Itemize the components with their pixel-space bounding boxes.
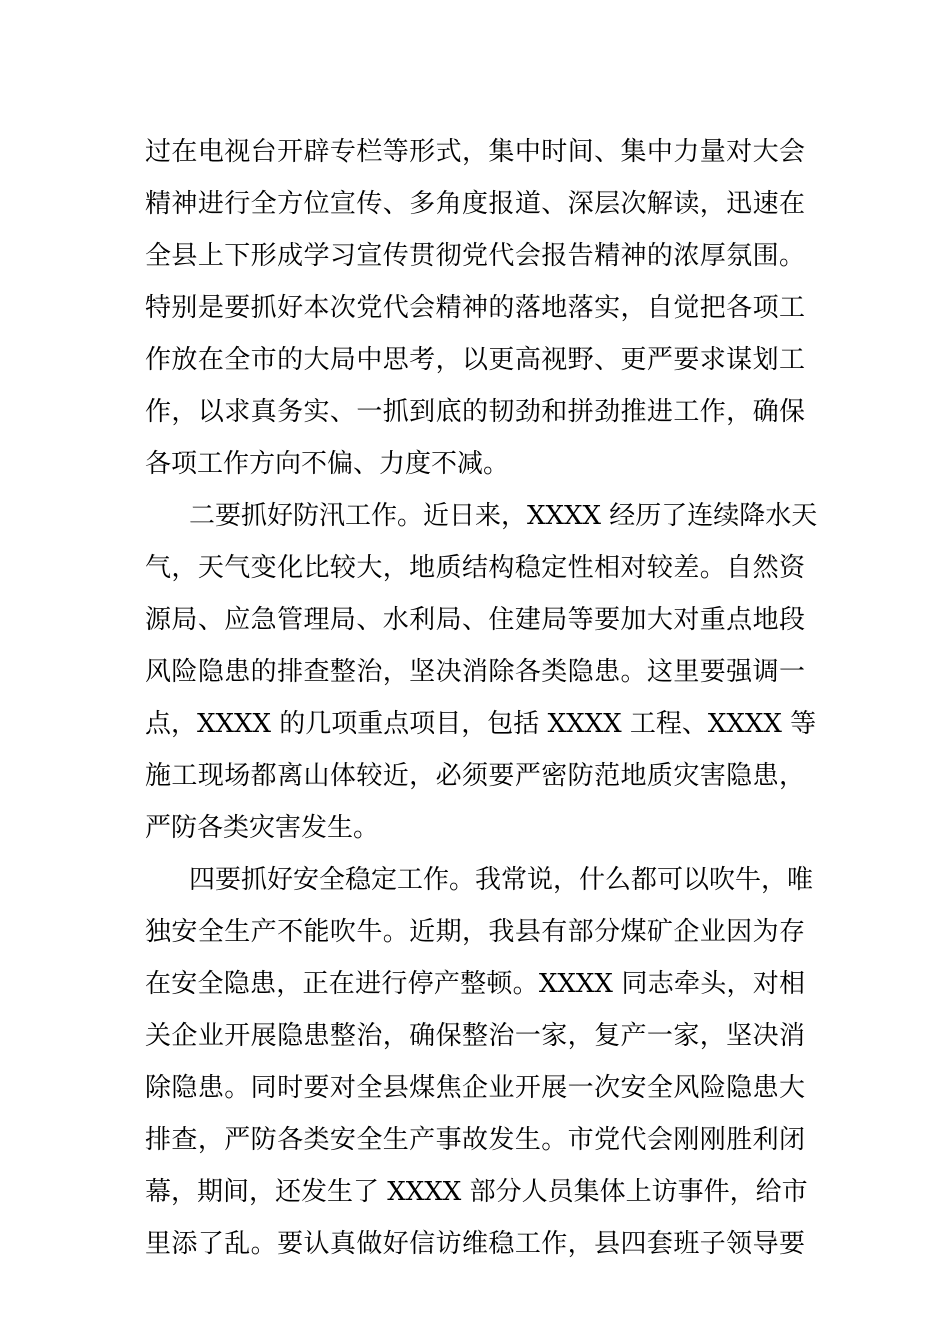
text-line: 作放在全市的大局中思考，以更高视野、更严要求谋划工 bbox=[145, 345, 805, 375]
text-line: 在安全隐患，正在进行停产整顿。XXXX 同志牵头，对相 bbox=[145, 969, 805, 999]
text-line: 严防各类灾害发生。 bbox=[145, 813, 380, 843]
text-line: 幕，期间，还发生了 XXXX 部分人员集体上访事件，给市 bbox=[145, 1177, 808, 1207]
text-line: 风险隐患的排查整治，坚决消除各类隐患。这里要强调一 bbox=[145, 657, 805, 687]
text-line: 过在电视台开辟专栏等形式，集中时间、集中力量对大会 bbox=[145, 137, 805, 167]
text-line: 气，天气变化比较大，地质结构稳定性相对较差。自然资 bbox=[145, 553, 805, 583]
text-line: 全县上下形成学习宣传贯彻党代会报告精神的浓厚氛围。 bbox=[145, 241, 805, 271]
text-line: 点，XXXX 的几项重点项目，包括 XXXX 工程、XXXX 等 bbox=[145, 709, 817, 739]
text-line: 各项工作方向不偏、力度不减。 bbox=[145, 449, 510, 479]
text-line: 关企业开展隐患整治，确保整治一家，复产一家，坚决消 bbox=[145, 1021, 805, 1051]
text-line: 里添了乱。要认真做好信访维稳工作，县四套班子领导要 bbox=[145, 1229, 805, 1259]
text-line: 除隐患。同时要对全县煤焦企业开展一次安全风险隐患大 bbox=[145, 1073, 805, 1103]
text-line: 作，以求真务实、一抓到底的韧劲和拼劲推进工作，确保 bbox=[145, 397, 805, 427]
text-line: 特别是要抓好本次党代会精神的落地落实，自觉把各项工 bbox=[145, 293, 805, 323]
text-line: 源局、应急管理局、水利局、住建局等要加大对重点地段 bbox=[145, 605, 805, 635]
paragraph-first-line: 四要抓好安全稳定工作。我常说，什么都可以吹牛，唯 bbox=[189, 865, 814, 895]
text-line: 排查，严防各类安全生产事故发生。市党代会刚刚胜利闭 bbox=[145, 1125, 805, 1155]
text-line: 精神进行全方位宣传、多角度报道、深层次解读，迅速在 bbox=[145, 189, 805, 219]
paragraph-first-line: 二要抓好防汛工作。近日来，XXXX 经历了连续降水天 bbox=[189, 501, 818, 531]
text-line: 施工现场都离山体较近，必须要严密防范地质灾害隐患， bbox=[145, 761, 805, 791]
text-line: 独安全生产不能吹牛。近期，我县有部分煤矿企业因为存 bbox=[145, 917, 805, 947]
